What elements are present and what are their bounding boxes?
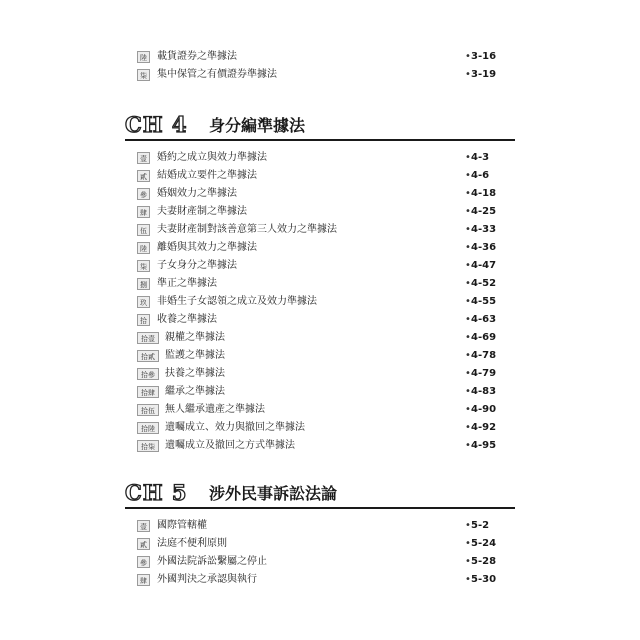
- page-number: 4-3: [471, 152, 490, 163]
- toc-entry[interactable]: [0, 186, 640, 204]
- leader-dot: •: [465, 69, 471, 80]
- toc-entry[interactable]: [0, 402, 640, 420]
- entry-title: 婚姻效力之準據法: [157, 188, 237, 199]
- section-badge: 拾參: [137, 368, 159, 380]
- chapter-title: 身分編準據法: [209, 116, 306, 135]
- page-number: 4-52: [471, 278, 497, 289]
- leader-dot: •: [465, 152, 471, 163]
- leader-dot: •: [465, 422, 471, 433]
- toc-entry[interactable]: [0, 204, 640, 222]
- section-badge: 拾貳: [137, 350, 159, 362]
- section-badge: 參: [137, 556, 150, 568]
- leader-dot: •: [465, 242, 471, 253]
- entry-title: 非婚生子女認領之成立及效力準據法: [157, 296, 317, 307]
- page-number: 5-2: [471, 520, 490, 531]
- chapter-rule: [125, 139, 515, 141]
- entry-title: 夫妻財產制之準據法: [157, 206, 247, 217]
- leader-dot: •: [465, 278, 471, 289]
- toc-entry[interactable]: [0, 330, 640, 348]
- page-number: 4-25: [471, 206, 497, 217]
- entry-title: 夫妻財產制對該善意第三人效力之準據法: [157, 224, 337, 235]
- entry-title: 監護之準據法: [165, 350, 225, 361]
- page-number: 5-30: [471, 574, 497, 585]
- page-number: 3-16: [471, 51, 497, 62]
- leader-dot: •: [465, 556, 471, 567]
- leader-dot: •: [465, 170, 471, 181]
- section-badge: 參: [137, 188, 150, 200]
- page-number: 5-24: [471, 538, 497, 549]
- entry-title: 準正之準據法: [157, 278, 217, 289]
- toc-entry[interactable]: [0, 518, 640, 536]
- toc-entry[interactable]: [0, 384, 640, 402]
- leader-dot: •: [465, 206, 471, 217]
- entry-title: 國際管轄權: [157, 520, 207, 531]
- toc-entry[interactable]: [0, 276, 640, 294]
- entry-title: 遺囑成立、效力與撤回之準據法: [165, 422, 305, 433]
- entry-title: 扶養之準據法: [165, 368, 225, 379]
- section-badge: 玖: [137, 296, 150, 308]
- section-badge: 拾: [137, 314, 150, 326]
- toc-entry[interactable]: [0, 554, 640, 572]
- chapter-title: 涉外民事訴訟法論: [209, 484, 338, 503]
- section-badge: 肆: [137, 574, 150, 586]
- section-badge: 壹: [137, 152, 150, 164]
- section-badge: 拾肆: [137, 386, 159, 398]
- leader-dot: •: [465, 296, 471, 307]
- entry-title: 無人繼承遺產之準據法: [165, 404, 265, 415]
- toc-entry[interactable]: [0, 294, 640, 312]
- leader-dot: •: [465, 386, 471, 397]
- entry-title: 婚約之成立與效力準據法: [157, 152, 267, 163]
- page-number: 4-79: [471, 368, 497, 379]
- leader-dot: •: [465, 520, 471, 531]
- page-number: 4-92: [471, 422, 497, 433]
- leader-dot: •: [465, 188, 471, 199]
- entry-title: 收養之準據法: [157, 314, 217, 325]
- section-badge: 柒: [137, 69, 150, 81]
- section-badge: 陸: [137, 51, 150, 63]
- section-badge: 捌: [137, 278, 150, 290]
- section-badge: 拾陸: [137, 422, 159, 434]
- entry-title: 載貨證券之準據法: [157, 51, 237, 62]
- leader-dot: •: [465, 224, 471, 235]
- page-number: 4-78: [471, 350, 497, 361]
- toc-entry[interactable]: [0, 312, 640, 330]
- leader-dot: •: [465, 350, 471, 361]
- leader-dot: •: [465, 51, 471, 62]
- leader-dot: •: [465, 368, 471, 379]
- toc-entry[interactable]: [0, 222, 640, 240]
- section-badge: 肆: [137, 206, 150, 218]
- page-number: 4-6: [471, 170, 490, 181]
- page-number: 5-28: [471, 556, 497, 567]
- chapter-label: CH 5: [125, 480, 188, 505]
- section-badge: 陸: [137, 242, 150, 254]
- chapter-heading: [125, 481, 515, 507]
- toc-entry[interactable]: [0, 49, 640, 67]
- entry-title: 外國判決之承認與執行: [157, 574, 257, 585]
- entry-title: 結婚成立要件之準據法: [157, 170, 257, 181]
- page-number: 4-69: [471, 332, 497, 343]
- leader-dot: •: [465, 404, 471, 415]
- chapter-heading: [125, 113, 515, 139]
- entry-title: 法庭不便利原則: [157, 538, 227, 549]
- page-number: 4-55: [471, 296, 497, 307]
- page-number: 4-63: [471, 314, 497, 325]
- leader-dot: •: [465, 574, 471, 585]
- toc-entry[interactable]: [0, 67, 640, 85]
- chapter-label: CH 4: [125, 112, 188, 137]
- entry-title: 離婚與其效力之準據法: [157, 242, 257, 253]
- toc-entry[interactable]: [0, 438, 640, 456]
- leader-dot: •: [465, 314, 471, 325]
- toc-entry[interactable]: [0, 366, 640, 384]
- section-badge: 拾伍: [137, 404, 159, 416]
- section-badge: 柒: [137, 260, 150, 272]
- page-number: 3-19: [471, 69, 497, 80]
- entry-title: 子女身分之準據法: [157, 260, 237, 271]
- entry-title: 遺囑成立及撤回之方式準據法: [165, 440, 295, 451]
- toc-entry[interactable]: [0, 348, 640, 366]
- page-number: 4-95: [471, 440, 497, 451]
- page-number: 4-36: [471, 242, 497, 253]
- toc-entry[interactable]: [0, 420, 640, 438]
- entry-title: 繼承之準據法: [165, 386, 225, 397]
- section-badge: 貳: [137, 170, 150, 182]
- toc-entry[interactable]: [0, 150, 640, 168]
- leader-dot: •: [465, 538, 471, 549]
- section-badge: 伍: [137, 224, 150, 236]
- toc-entry[interactable]: [0, 168, 640, 186]
- section-badge: 貳: [137, 538, 150, 550]
- section-badge: 拾柒: [137, 440, 159, 452]
- entry-title: 集中保管之有價證券準據法: [157, 69, 277, 80]
- leader-dot: •: [465, 332, 471, 343]
- toc-entry[interactable]: [0, 258, 640, 276]
- section-badge: 拾壹: [137, 332, 159, 344]
- page-number: 4-90: [471, 404, 497, 415]
- toc-entry[interactable]: [0, 536, 640, 554]
- leader-dot: •: [465, 440, 471, 451]
- page-number: 4-83: [471, 386, 497, 397]
- section-badge: 壹: [137, 520, 150, 532]
- toc-entry[interactable]: [0, 240, 640, 258]
- entry-title: 外國法院訴訟繫屬之停止: [157, 556, 267, 567]
- page-number: 4-47: [471, 260, 497, 271]
- chapter-rule: [125, 507, 515, 509]
- page-number: 4-18: [471, 188, 497, 199]
- leader-dot: •: [465, 260, 471, 271]
- entry-title: 親權之準據法: [165, 332, 225, 343]
- toc-entry[interactable]: [0, 572, 640, 590]
- page-number: 4-33: [471, 224, 497, 235]
